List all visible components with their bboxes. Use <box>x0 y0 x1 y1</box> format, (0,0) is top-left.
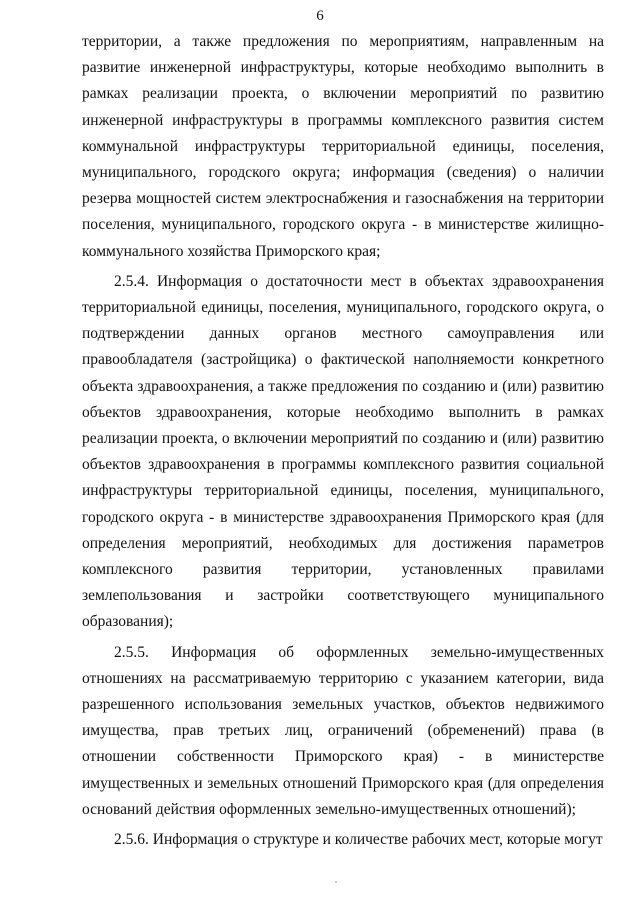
paragraph-continuation: территории, а также предложения по мероприятиям, направленным на развитие инженерной инфраструктуры, которые необходимо выполнить в рамках реализации проекта, о включении мероприятий по развитию инженерной инфраструктуры в программы комплексного развития систем коммунальной инфраструктуры территориальной единицы, поселения, муниципального, городского округа; информация (сведения) о наличии резерва мощностей систем электроснабжения и газоснабжения на территории поселения, муниципального, городского округа - в министерстве жилищно-коммунального хозяйства Приморского края; <box>82 33 604 260</box>
paragraph-2-5-5: 2.5.5. Информация об оформленных земельно-имущественных отношениях на рассматриваемую территорию с указанием категории, вида разрешенного использования земельных участков, объектов недвижимого имущества, прав третьих лиц, ограничений (обременений) права (в отношении собственности Приморского края) - в министерстве имущественных и земельных отношений Приморского края (для определения оснований действия оформленных земельно-имущественных отношений); <box>82 643 604 818</box>
paragraph-2-5-4: 2.5.4. Информация о достаточности мест в объектах здравоохранения территориальной единицы, поселения, муниципального, городского округа, о подтверждении данных органов местного самоуправления или правообладателя (застройщика) о фактической наполняемости конкретного объекта здравоохранения, а также предложения по созданию и (или) развитию объектов здравоохранения, которые необходимо выполнить в рамках реализации проекта, о включении мероприятий по созданию и (или) развитию объектов здравоохранения в программы комплексного развития социальной инфраструктуры территориальной единицы, поселения, муниципального, городского округа - в министерстве здравоохранения Приморского края (для определения мероприятий, необходимых для достижения параметров комплексного развития территории, установленных правилами землепользования и застройки соответствующего муниципального образования); <box>82 272 604 631</box>
document-body <box>82 29 604 853</box>
scan-speck <box>335 881 337 883</box>
page-number: 6 <box>316 8 324 24</box>
paragraph-2-5-6: 2.5.6. Информация о структуре и количестве рабочих мест, которые могут <box>114 831 603 849</box>
